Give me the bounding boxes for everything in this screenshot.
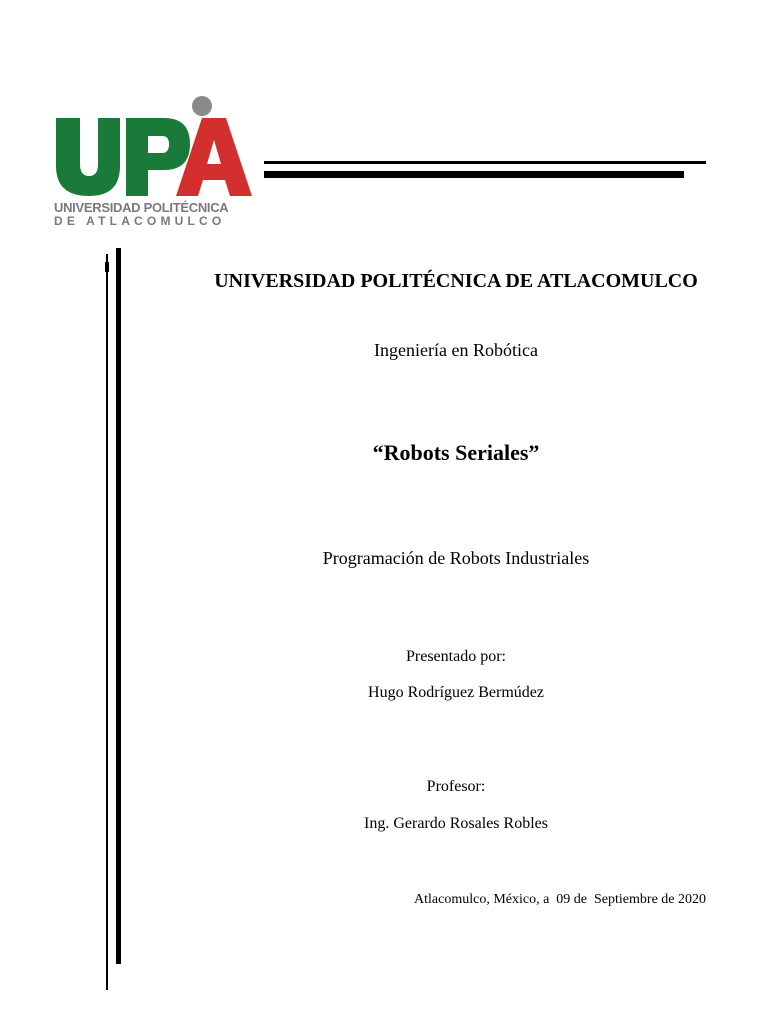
university-logo [52, 96, 256, 230]
presented-by-label: Presentado por: [406, 648, 506, 665]
subject-name: Programación de Robots Industriales [322, 548, 590, 568]
header-rule-thin [264, 161, 706, 164]
author-name: Hugo Rodríguez Bermúdez [368, 684, 544, 701]
professor-label: Profesor: [426, 778, 486, 795]
logo-text-university: UNIVERSIDAD POLITÉCNICA [54, 200, 229, 215]
document-title: “Robots Seriales” [372, 440, 540, 465]
left-border-thin [106, 254, 108, 990]
left-border-thick [116, 248, 121, 964]
professor-name: Ing. Gerardo Rosales Robles [364, 815, 548, 832]
career-name: Ingeniería en Robótica [374, 340, 538, 360]
logo-text-atlacomulco: DE ATLACOMULCO [54, 214, 226, 228]
university-name: UNIVERSIDAD POLITÉCNICA DE ATLACOMULCO [214, 270, 698, 292]
header-rule-thick [264, 171, 684, 178]
place-date: Atlacomulco, México, a 09 de Septiembre de 2020 [414, 892, 706, 907]
left-border-mark [105, 262, 109, 272]
upa-logo-mark [52, 96, 256, 200]
